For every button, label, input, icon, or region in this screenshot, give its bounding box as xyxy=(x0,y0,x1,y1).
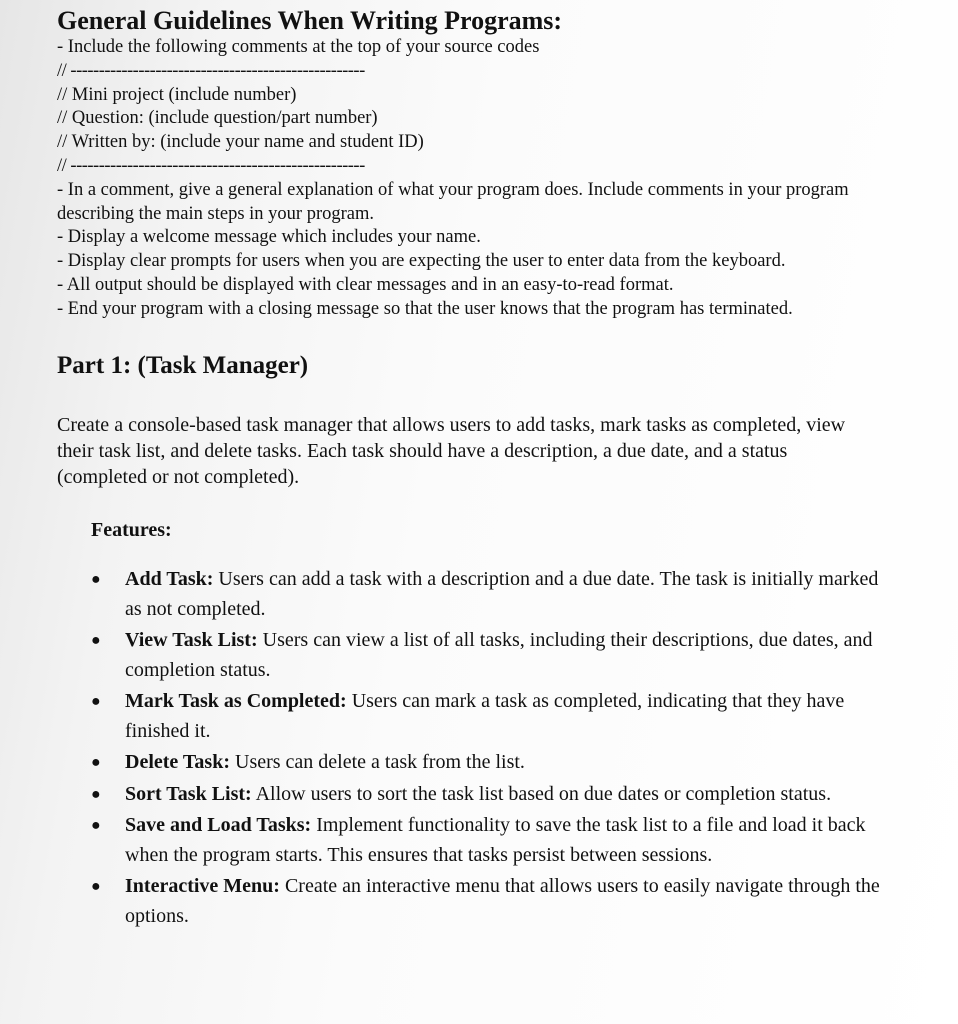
guideline-intro: - Include the following comments at the top of your source codes xyxy=(57,37,540,57)
guideline-rule-prompts: - Display clear prompts for users when you are expecting the user to enter data from the keyboard. xyxy=(57,251,786,272)
feature-text: Allow users to sort the task list based on due dates or completion status. xyxy=(251,782,832,805)
guideline-rule-output: - All output should be displayed with clear messages and in an easy-to-read format. xyxy=(57,274,674,295)
feature-item-add-task xyxy=(91,565,881,624)
feature-name: Add Task: xyxy=(125,568,214,590)
bullet-icon: ● xyxy=(91,878,101,895)
part1-description: Create a console-based task manager that allows users to add tasks, mark tasks as completed, view their task list, and delete tasks. Each task should have a description, a due date, and a status (completed or not completed). xyxy=(57,414,846,488)
feature-item-interactive-menu xyxy=(91,872,881,931)
comment-separator-bottom: // ---------------------------------------------------- xyxy=(57,155,365,176)
bullet-icon: ● xyxy=(91,785,101,803)
comment-separator-top: // ---------------------------------------------------- xyxy=(57,60,365,81)
feature-text: Users can add a task with a description and a due date. The task is initially marked as not completed. xyxy=(125,568,879,620)
bullet-icon: ● xyxy=(91,571,101,588)
page-title: General Guidelines When Writing Programs: xyxy=(57,6,563,35)
part1-heading: Part 1: (Task Manager) xyxy=(57,352,309,379)
features-heading: Features: xyxy=(91,519,172,541)
comment-line-project: // Mini project (include number) xyxy=(57,84,297,105)
feature-name: Interactive Menu: xyxy=(125,875,280,897)
feature-name: Sort Task List: xyxy=(125,782,252,805)
feature-list xyxy=(91,565,881,933)
feature-item-save-load xyxy=(91,811,881,870)
feature-item-delete-task xyxy=(91,748,881,778)
guideline-rule-explanation: - In a comment, give a general explanation of what your program does. Include comments in your program describing the main steps in your program. xyxy=(57,179,849,224)
feature-item-view-task-list xyxy=(91,626,881,685)
feature-name: Mark Task as Completed: xyxy=(125,690,347,712)
guideline-rule-welcome: - Display a welcome message which includes your name. xyxy=(57,227,481,248)
bullet-icon: ● xyxy=(91,632,101,649)
feature-text: Implement functionality to save the task list to a file and load it back when the program starts. This ensures that tasks persist between sessions. xyxy=(125,814,866,866)
guidelines-section xyxy=(57,36,897,322)
guideline-rule-closing: - End your program with a closing message so that the user knows that the program has terminated. xyxy=(57,298,793,319)
feature-text: Users can view a list of all tasks, including their descriptions, due dates, and completion status. xyxy=(125,629,873,681)
feature-name: Delete Task: xyxy=(125,751,230,773)
feature-name: View Task List: xyxy=(125,629,258,651)
comment-line-question: // Question: (include question/part number) xyxy=(57,108,378,129)
feature-text: Users can mark a task as completed, indicating that they have finished it. xyxy=(125,690,845,742)
bullet-icon: ● xyxy=(91,754,101,771)
feature-name: Save and Load Tasks: xyxy=(125,814,312,836)
feature-item-mark-completed xyxy=(91,687,881,746)
comment-line-author: // Written by: (include your name and student ID) xyxy=(57,132,424,153)
feature-text: Create an interactive menu that allows users to easily navigate through the options. xyxy=(125,875,880,927)
feature-text: Users can delete a task from the list. xyxy=(230,751,525,773)
bullet-icon: ● xyxy=(91,693,101,710)
feature-item-sort-task-list xyxy=(91,780,881,810)
bullet-icon: ● xyxy=(91,817,101,834)
